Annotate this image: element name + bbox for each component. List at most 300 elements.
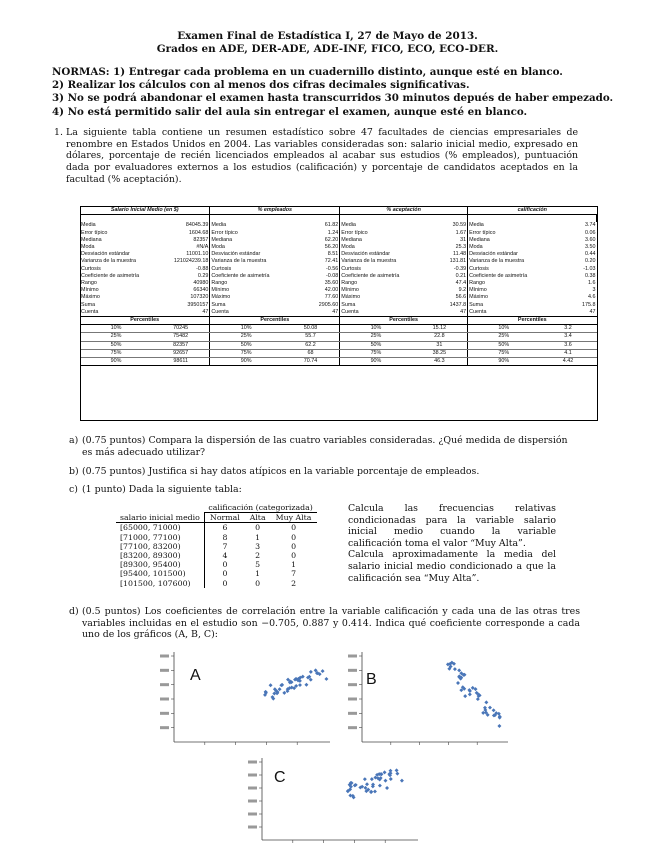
- scatter-point: [369, 790, 373, 794]
- stats-row: [80, 309, 597, 317]
- stat-value: -0.88: [152, 266, 210, 273]
- stat-label: Media: [341, 222, 356, 229]
- rule-line: 3) No se podrá abandonar el examen hasta transcurridos 30 minutos depués de haber empezado.: [52, 92, 614, 105]
- y-tick-label: [248, 826, 257, 829]
- y-tick-label: [160, 669, 169, 672]
- stat-label: Máximo: [81, 294, 100, 301]
- percentile-level: 10%: [340, 325, 412, 333]
- scatter-point: [457, 668, 461, 672]
- freq-count: 8: [222, 532, 228, 542]
- stat-value: 47: [589, 308, 596, 315]
- percentile-value: 55.7: [282, 333, 340, 341]
- stat-value: 121024239.18: [152, 258, 210, 265]
- stat-label: Moda: [81, 244, 95, 250]
- stats-row: [80, 302, 597, 309]
- stat-label: Cuenta: [81, 308, 99, 315]
- stat-value: 11.48: [412, 251, 468, 258]
- stat-value: 0.29: [152, 273, 210, 280]
- percentile-value: 82357: [152, 341, 210, 349]
- percentile-value: 46.3: [412, 358, 468, 366]
- freq-col-header: Muy Alta: [270, 513, 316, 523]
- percentile-value: 4.1: [540, 349, 597, 357]
- stat-value: -0.39: [412, 266, 468, 273]
- scatter-point: [321, 669, 325, 673]
- percentiles-header: Percentiles: [80, 317, 210, 325]
- freq-group-header: calificación (categorizada): [204, 503, 316, 513]
- percentile-value: 22.8: [412, 333, 468, 341]
- stat-label: Coeficiente de asimetría: [341, 272, 400, 279]
- exam-title: [0, 30, 655, 56]
- y-tick-label: [248, 761, 257, 764]
- freq-count: 2: [291, 578, 297, 588]
- subquestion-text: (0.75 puntos) Compara la dispersión de las cuatro variables consideradas. ¿Qué medida de dispersión es más adecuado utilizar?: [82, 435, 568, 458]
- frequency-table: [116, 503, 317, 588]
- freq-count: 0: [222, 560, 228, 570]
- percentile-value: 3.2: [540, 325, 597, 333]
- stat-label: Máximo: [211, 294, 231, 301]
- stat-value: 1.67: [412, 230, 468, 237]
- stat-label: Curtosis: [81, 265, 101, 272]
- scatter-point: [278, 687, 282, 691]
- percentile-level: 50%: [468, 341, 540, 349]
- scatter-point: [463, 694, 467, 698]
- stats-spacer: [282, 215, 340, 223]
- freq-row: [116, 523, 317, 533]
- freq-count: 2: [255, 551, 261, 561]
- freq-count: 0: [255, 578, 261, 588]
- stat-label: Rango: [469, 280, 485, 287]
- stat-label: Error típico: [341, 229, 368, 236]
- stats-row: [80, 237, 597, 244]
- y-tick-label: [160, 683, 169, 686]
- rule-line: 2) Realizar los cálculos con al menos dos cifras decimales significativas.: [52, 79, 470, 92]
- stat-label: Cuenta: [211, 308, 229, 315]
- stat-label: Mediana: [211, 236, 233, 243]
- y-tick-label: [348, 655, 357, 658]
- stat-value: 35.60: [282, 280, 340, 287]
- stats-spacer: [340, 215, 412, 223]
- stat-value: 0.06: [585, 229, 596, 236]
- stat-label: Mediana: [341, 236, 362, 243]
- percentile-value: 92657: [152, 349, 210, 357]
- stat-value: 8.51: [282, 251, 340, 258]
- percentile-level: 90%: [210, 358, 282, 366]
- y-tick-label: [348, 698, 357, 701]
- stat-value: 3.74: [585, 222, 596, 229]
- plot-label: C: [274, 769, 286, 786]
- stat-value: 9.2: [412, 287, 468, 294]
- scatter-plot-b: [336, 646, 512, 750]
- scatter-point: [363, 777, 367, 781]
- stat-label: Suma: [469, 301, 484, 308]
- percentile-value: 38.25: [412, 349, 468, 357]
- stat-label: Mediana: [469, 236, 490, 243]
- scatter-point: [400, 779, 404, 783]
- percentile-row: [80, 333, 597, 341]
- scatter-point: [348, 793, 352, 797]
- stat-value: 47.4: [412, 280, 468, 287]
- stats-spacer: [210, 215, 282, 223]
- scatter-point: [309, 670, 313, 674]
- title-line-1: Examen Final de Estadística I, 27 de Mayo de 2013.: [177, 30, 478, 42]
- percentile-level: 25%: [210, 333, 282, 341]
- scatter-point: [385, 786, 389, 790]
- stat-value: 77.60: [282, 294, 340, 301]
- stat-label: Moda: [469, 244, 483, 250]
- stat-label: Suma: [211, 301, 226, 308]
- percentile-value: 70.74: [282, 358, 340, 366]
- stat-value: 3: [592, 287, 596, 294]
- stat-value: 1.6: [588, 280, 596, 287]
- percentile-level: 90%: [340, 358, 412, 366]
- stats-spacer: [468, 215, 540, 223]
- scatter-point: [384, 779, 388, 783]
- stat-label: Mediana: [81, 236, 102, 243]
- subquestion-c: [69, 484, 580, 496]
- scatter-point: [476, 697, 480, 701]
- scatter-point: [304, 683, 308, 687]
- percentile-level: 25%: [468, 333, 540, 341]
- subquestion-text: (0.75 puntos) Justifica si hay datos atípicos en la variable porcentaje de empleados.: [82, 466, 480, 477]
- stat-value: 47: [282, 309, 340, 317]
- stat-label: Media: [211, 222, 227, 229]
- percentile-level: 75%: [210, 349, 282, 357]
- freq-row: [116, 533, 317, 542]
- percentile-level: 10%: [468, 325, 540, 333]
- stat-label: Media: [469, 222, 484, 229]
- y-tick-label: [248, 787, 257, 790]
- stats-row: [80, 244, 597, 251]
- percentile-row: [80, 349, 597, 357]
- stats-row: [80, 273, 597, 280]
- percentile-row: [80, 341, 597, 349]
- scatter-point: [395, 768, 399, 772]
- stats-row: [80, 280, 597, 287]
- stat-value: 62.20: [282, 237, 340, 244]
- stat-label: Desviación estándar: [81, 251, 130, 258]
- instruction-paragraph: Calcula aproximadamente la media del salario inicial medio condicionado a que la calificación sea “Muy Alta”.: [348, 549, 556, 584]
- percentile-value: 75482: [152, 333, 210, 341]
- stat-value: 0.44: [585, 251, 596, 258]
- stat-value: 2905.60: [282, 302, 340, 309]
- stats-row: [80, 258, 597, 265]
- stat-value: 131.81: [412, 258, 468, 265]
- stats-row: [80, 294, 597, 301]
- percentile-value: 31: [412, 341, 468, 349]
- percentile-level: 50%: [80, 341, 152, 349]
- stats-row: [80, 266, 597, 273]
- percentile-level: 10%: [210, 325, 282, 333]
- instruction-paragraph: Calcula las frecuencias relativas condicionadas para la variable salario inicial medio cuando la variable calificación toma el valor “Muy Alta”.: [348, 503, 556, 549]
- percentile-level: 75%: [80, 349, 152, 357]
- scatter-point: [370, 777, 374, 781]
- freq-count: 7: [291, 569, 297, 579]
- scatter-point: [373, 789, 377, 793]
- question-text: La siguiente tabla contiene un resumen estadístico sobre 47 facultades de ciencias empresariales de renombre en Estados Unidos en 2004. Las variables consideradas son: salario inicial medio, expresado en dólares, porcentaje de recién licenciados empleados al acabar sus estudios (% empleados), puntuación dada por evaluadores externos a los estudios (calificación) y porcentaje de candidatos aceptados en la facultad (% aceptación).: [66, 127, 578, 185]
- scatter-point: [298, 683, 302, 687]
- scatter-point: [389, 777, 393, 781]
- y-tick-label: [348, 712, 357, 715]
- title-line-2: Grados en ADE, DER-ADE, ADE-INF, FICO, ECO, ECO-DER.: [156, 43, 499, 55]
- subquestion-c-instructions: [348, 503, 556, 584]
- stats-spacer: [412, 215, 468, 223]
- stats-column-header: % aceptación: [340, 207, 468, 215]
- stats-row: [80, 251, 597, 258]
- freq-count: 1: [255, 569, 261, 579]
- scatter-point: [492, 708, 496, 712]
- rule-line: 4) No está permitido salir del aula sin entregar el examen, aunque esté en blanco.: [52, 105, 528, 118]
- subquestion-label: c): [69, 484, 78, 495]
- percentile-level: 75%: [340, 349, 412, 357]
- percentile-value: 62.2: [282, 341, 340, 349]
- freq-count: 7: [222, 541, 228, 551]
- percentile-value: 3.4: [540, 333, 597, 341]
- stat-value: -0.08: [282, 273, 340, 280]
- scatter-point: [383, 770, 387, 774]
- question-number: 1.: [54, 127, 63, 138]
- freq-row: [116, 560, 317, 569]
- freq-col-header: Alta: [245, 513, 270, 523]
- stat-label: Mínimo: [341, 287, 359, 294]
- scatter-point: [282, 691, 286, 695]
- stat-label: Mínimo: [81, 287, 99, 294]
- freq-count: 0: [255, 523, 261, 533]
- freq-count: 0: [291, 532, 297, 542]
- freq-interval: [71000, 77100): [116, 533, 204, 542]
- question-1: [54, 127, 578, 186]
- plot-label: B: [366, 671, 377, 688]
- percentiles-header: Percentiles: [210, 317, 340, 325]
- stat-label: Cuenta: [341, 308, 359, 315]
- percentile-level: 50%: [210, 341, 282, 349]
- freq-count: 6: [222, 523, 228, 533]
- freq-count: 0: [291, 523, 297, 533]
- stat-value: 11001.10: [152, 251, 210, 258]
- stat-value: 40980: [152, 280, 210, 287]
- freq-interval: [83200, 89300): [116, 551, 204, 560]
- scatter-point: [269, 683, 273, 687]
- stat-label: Máximo: [469, 294, 488, 301]
- stats-table: [80, 206, 597, 366]
- stat-label: Moda: [341, 244, 355, 250]
- stat-value: 107320: [152, 294, 210, 301]
- freq-count: 1: [255, 532, 261, 542]
- freq-interval: [65000, 71000): [116, 523, 204, 533]
- stat-value: 42.00: [282, 287, 340, 294]
- stat-label: Varianza de la muestra: [469, 258, 525, 265]
- stat-label: Curtosis: [341, 265, 362, 272]
- freq-interval: [101500, 107600): [116, 579, 204, 588]
- stat-label: Coeficiente de asimetría: [211, 272, 270, 279]
- freq-count: 0: [222, 578, 228, 588]
- stat-label: Curtosis: [469, 265, 489, 272]
- subquestion-label: d): [69, 606, 79, 617]
- stat-label: Desviación estándar: [469, 251, 518, 258]
- subquestion-d: [69, 606, 580, 641]
- stat-label: Suma: [341, 301, 356, 308]
- percentile-value: 68: [282, 349, 340, 357]
- stat-label: Mínimo: [211, 287, 230, 294]
- percentile-value: 70245: [152, 325, 210, 333]
- y-tick-label: [160, 655, 169, 658]
- stat-value: 1437.8: [412, 302, 468, 309]
- stat-value: #N/A: [152, 244, 210, 251]
- scatter-point: [379, 772, 383, 776]
- percentile-level: 25%: [340, 333, 412, 341]
- stat-value: 61.82: [282, 222, 340, 229]
- stat-value: 3.60: [585, 236, 596, 243]
- y-tick-label: [348, 683, 357, 686]
- stats-column-header: Salario Inicial Medio (en $): [80, 207, 210, 215]
- subquestion-text: (0.5 puntos) Los coeficientes de correlación entre la variable calificación y cada una de las otras tres variables incluidas en el estudio son −0.705, 0.887 y 0.414. Indica qué coeficiente corresponde a cada uno de los gráficos (A, B, C):: [82, 606, 580, 641]
- stat-value: 1.24: [282, 230, 340, 237]
- scatter-point: [365, 782, 369, 786]
- percentiles-header: Percentiles: [340, 317, 468, 325]
- stat-label: Varianza de la muestra: [81, 258, 137, 265]
- stat-label: Rango: [81, 280, 97, 287]
- stats-column-header: % empleados: [210, 207, 340, 215]
- scatter-point: [395, 772, 399, 776]
- freq-count: 1: [291, 560, 297, 570]
- stats-spacer: [152, 215, 210, 223]
- stats-row: [80, 287, 597, 294]
- freq-interval: [77100, 83200): [116, 542, 204, 551]
- freq-count: 0: [291, 551, 297, 561]
- exam-rules: [52, 66, 612, 119]
- freq-row: [116, 551, 317, 560]
- stat-value: 0.38: [585, 272, 596, 279]
- percentile-row: [80, 325, 597, 333]
- stat-label: Desviación estándar: [341, 251, 391, 258]
- stat-label: Varianza de la muestra: [341, 258, 397, 265]
- scatter-point: [456, 681, 460, 685]
- y-tick-label: [348, 669, 357, 672]
- percentile-row: [80, 358, 597, 366]
- stat-value: -0.56: [282, 266, 340, 273]
- percentile-level: 75%: [468, 349, 540, 357]
- percentile-level: 25%: [80, 333, 152, 341]
- percentile-level: 10%: [80, 325, 152, 333]
- scatter-point: [468, 692, 472, 696]
- percentiles-header: Percentiles: [468, 317, 597, 325]
- scatter-point: [378, 784, 382, 788]
- stat-value: 72.41: [282, 258, 340, 265]
- freq-count: 5: [255, 560, 261, 570]
- percentile-level: 90%: [468, 358, 540, 366]
- stat-value: 1604.68: [152, 230, 210, 237]
- y-tick-label: [248, 774, 257, 777]
- subquestion-label: a): [69, 435, 79, 446]
- rule-line: NORMAS: 1) Entregar cada problema en un cuadernillo distinto, aunque esté en blanco.: [52, 66, 563, 78]
- stats-column-header: calificación: [468, 207, 597, 215]
- stat-label: Error típico: [81, 229, 108, 236]
- freq-row: [116, 579, 317, 588]
- stat-label: Mínimo: [469, 287, 487, 294]
- stat-value: -1.03: [583, 265, 596, 272]
- y-tick-label: [348, 726, 357, 729]
- scatter-point: [497, 724, 501, 728]
- subquestion-b: [69, 466, 580, 478]
- subquestion-a: [69, 435, 580, 458]
- stat-label: Máximo: [341, 294, 361, 301]
- stat-label: Moda: [211, 244, 225, 250]
- scatter-point: [453, 667, 457, 671]
- stat-value: 25.3: [412, 244, 468, 251]
- y-tick-label: [160, 726, 169, 729]
- stat-value: 30.59: [412, 222, 468, 229]
- stat-value: 3.50: [585, 244, 596, 250]
- stats-row: [80, 230, 597, 237]
- stats-spacer: [540, 215, 597, 223]
- percentile-level: 50%: [340, 341, 412, 349]
- freq-interval: [95400, 101500): [116, 569, 204, 578]
- stat-value: 31: [412, 237, 468, 244]
- stat-label: Varianza de la muestra: [211, 258, 267, 265]
- percentile-value: 4.42: [540, 358, 597, 366]
- scatter-plot-a: [148, 646, 334, 750]
- freq-count: 0: [291, 541, 297, 551]
- stat-label: Error típico: [469, 229, 496, 236]
- stat-value: 56.6: [412, 294, 468, 301]
- stat-value: 82357: [152, 237, 210, 244]
- stat-label: Rango: [341, 280, 358, 287]
- stat-value: 0.20: [585, 258, 596, 265]
- y-tick-label: [160, 698, 169, 701]
- scatter-point: [484, 700, 488, 704]
- stat-label: Suma: [81, 301, 96, 308]
- stat-label: Cuenta: [469, 308, 487, 315]
- y-tick-label: [248, 800, 257, 803]
- stat-value: 4.6: [588, 294, 596, 301]
- freq-row: [116, 569, 317, 578]
- scatter-point: [324, 677, 328, 681]
- percentile-value: 50.08: [282, 325, 340, 333]
- freq-count: 3: [255, 541, 261, 551]
- stat-label: Coeficiente de asimetría: [469, 272, 528, 279]
- stats-spacer: [80, 215, 152, 223]
- stat-value: 66340: [152, 287, 210, 294]
- percentile-value: 98611: [152, 358, 210, 366]
- stat-value: 47: [152, 309, 210, 317]
- stat-label: Media: [81, 222, 96, 229]
- stat-label: Coeficiente de asimetría: [81, 272, 140, 279]
- stat-value: 0.21: [412, 273, 468, 280]
- plot-label: A: [190, 667, 201, 684]
- percentile-level: 90%: [80, 358, 152, 366]
- stat-label: Error típico: [211, 229, 238, 236]
- freq-row-header: salario inicial medio: [116, 513, 204, 523]
- stats-row: [80, 222, 597, 229]
- scatter-point: [488, 706, 492, 710]
- stat-value: 3950157: [152, 302, 210, 309]
- stat-label: Desviación estándar: [211, 251, 261, 258]
- freq-count: 4: [222, 551, 228, 561]
- freq-col-header: Normal: [204, 513, 245, 523]
- percentile-value: 15.12: [412, 325, 468, 333]
- stat-label: Rango: [211, 280, 228, 287]
- stat-value: 175.8: [582, 301, 596, 308]
- freq-row: [116, 542, 317, 551]
- stat-value: 47: [412, 309, 468, 317]
- percentile-value: 3.6: [540, 341, 597, 349]
- subquestion-text: (1 punto) Dada la siguiente tabla:: [82, 484, 242, 495]
- freq-count: 0: [222, 569, 228, 579]
- stat-value: 84045.39: [152, 222, 210, 229]
- scatter-plot-c: [236, 752, 422, 848]
- freq-interval: [89300, 95400): [116, 560, 204, 569]
- freq-corner: [116, 503, 204, 513]
- stat-label: Curtosis: [211, 265, 232, 272]
